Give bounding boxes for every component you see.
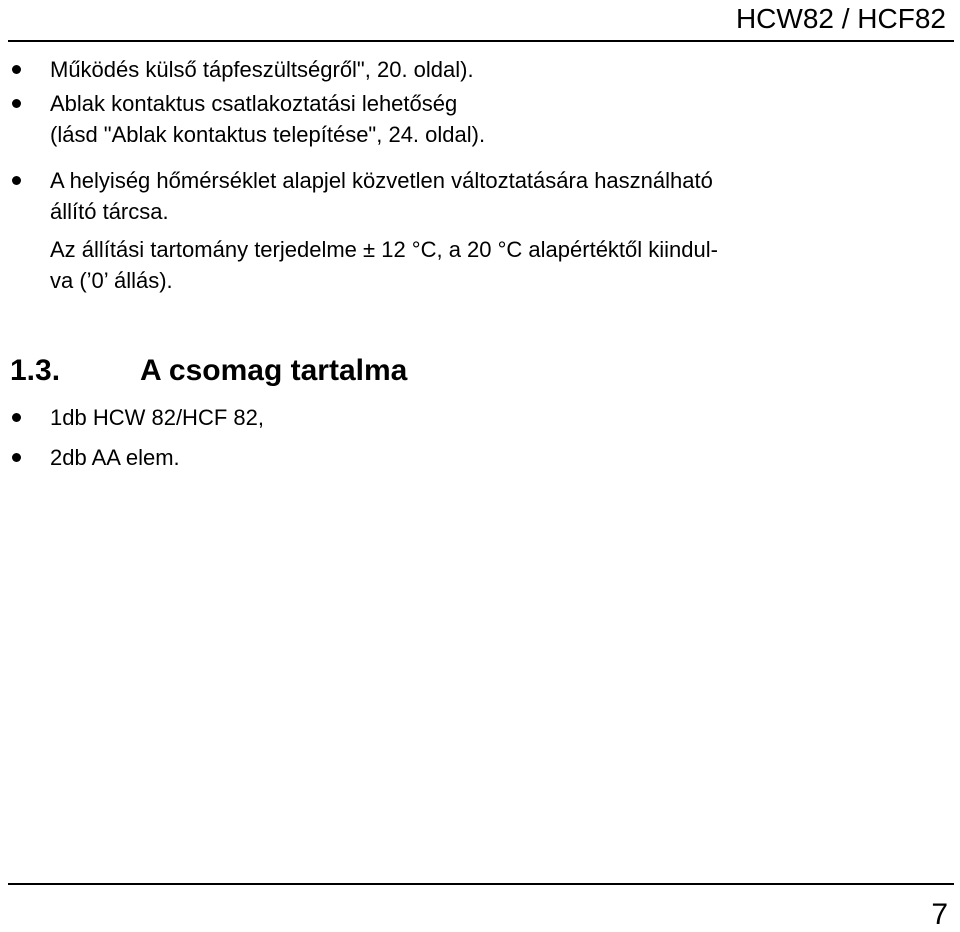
list-item-text: (lásd "Ablak kontaktus telepítése", 24. oldal). <box>50 122 486 147</box>
list-item <box>0 443 960 472</box>
footer-rule <box>8 883 954 885</box>
page-number: 7 <box>931 898 948 931</box>
list-item <box>0 166 960 296</box>
list-item-text: Ablak kontaktus csatlakoztatási lehetőség <box>50 91 458 116</box>
list-item-text: va (’0’ állás). <box>50 268 173 293</box>
section-number: 1.3. <box>10 354 61 387</box>
list-item <box>0 89 960 149</box>
list-item <box>0 55 960 84</box>
list-item <box>0 403 960 432</box>
list-item-text: A helyiség hőmérséklet alapjel közvetlen változtatására használható <box>50 168 713 193</box>
section-title: A csomag tartalma <box>140 354 408 387</box>
list-item-text: Működés külső tápfeszültségről", 20. oldal). <box>50 57 474 82</box>
header-rule <box>8 40 954 42</box>
bullet-icon <box>12 453 21 462</box>
list-item-text: Az állítási tartomány terjedelme ± 12 °C, a 20 °C alapértéktől kiindul- <box>50 237 718 262</box>
bullet-icon <box>12 65 21 74</box>
bullet-icon <box>12 413 21 422</box>
page-header-title: HCW82 / HCF82 <box>735 3 946 34</box>
list-item-text: állító tárcsa. <box>50 199 169 224</box>
list-item-text: 2db AA elem. <box>50 445 180 470</box>
bullet-icon <box>12 176 21 185</box>
list-item-text: 1db HCW 82/HCF 82, <box>50 405 264 430</box>
bullet-icon <box>12 99 21 108</box>
